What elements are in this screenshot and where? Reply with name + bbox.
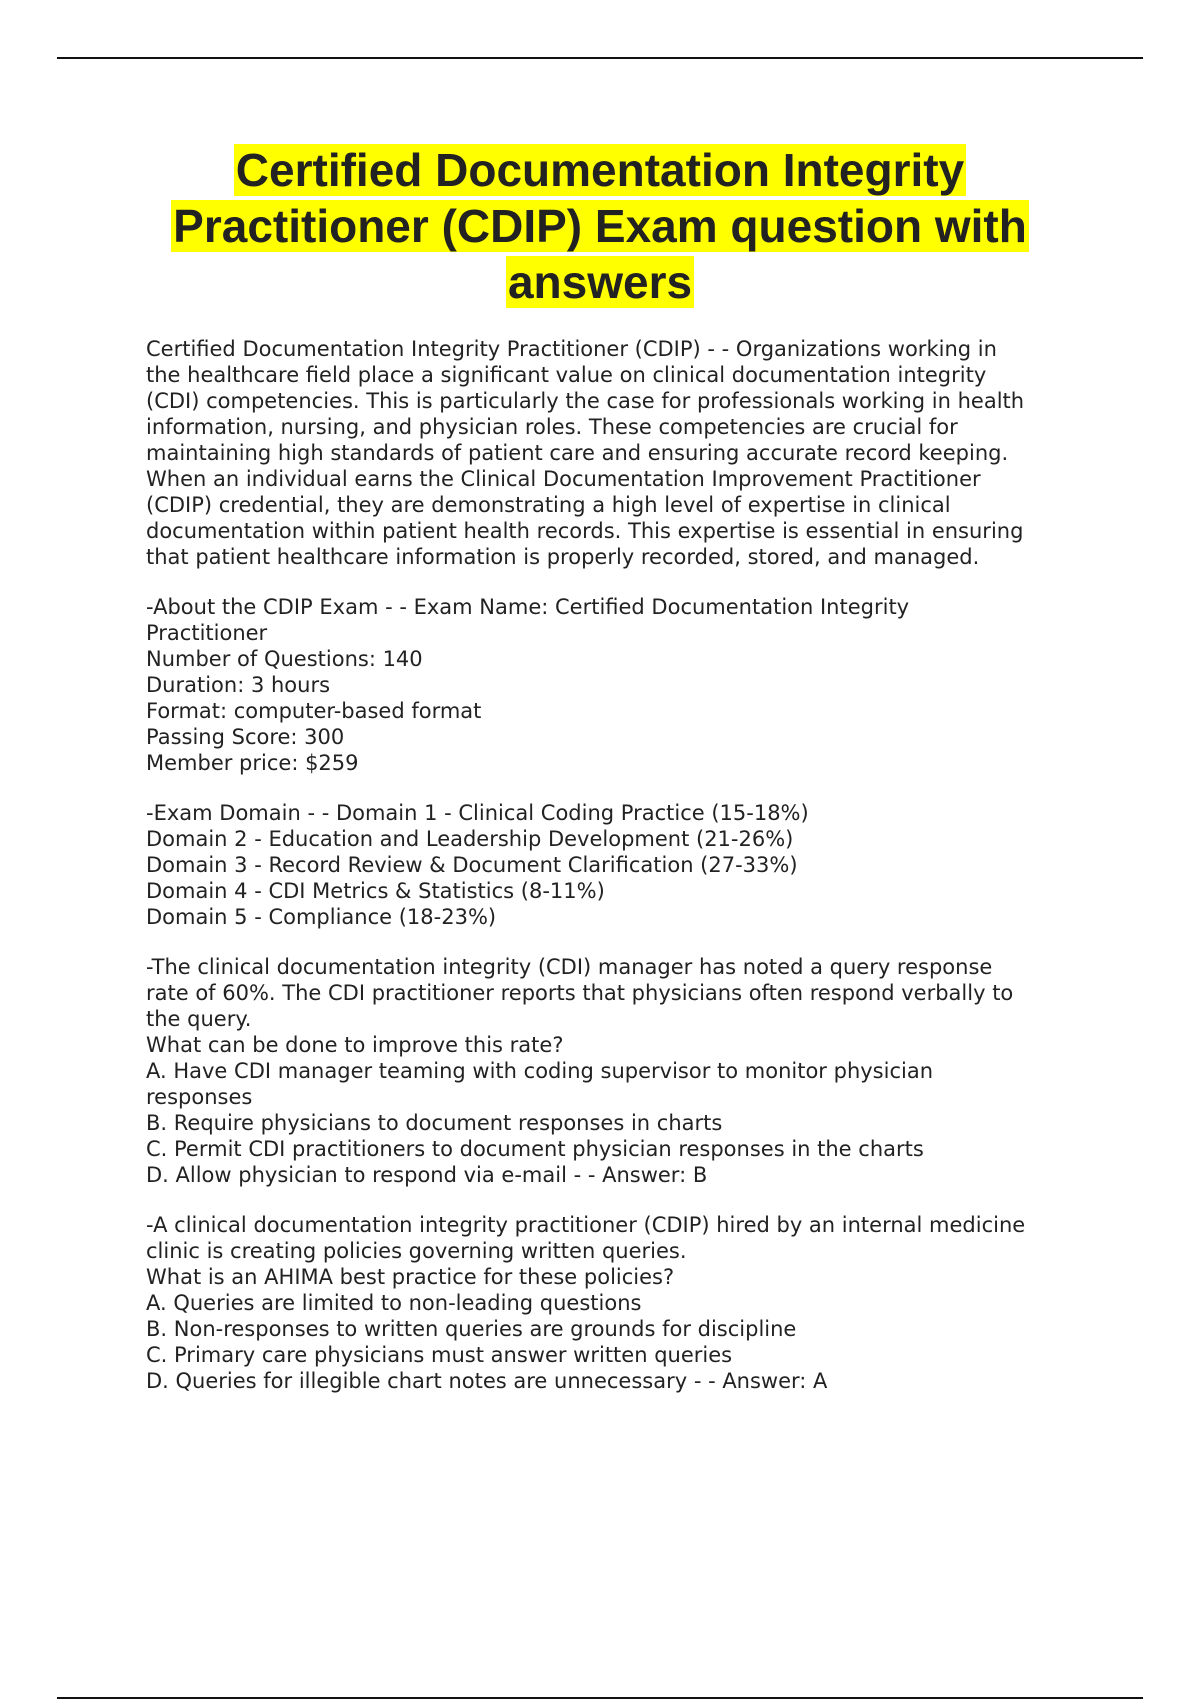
answer-option: B. Non-responses to written queries are grounds for discipline: [146, 1317, 797, 1341]
domain-line: Domain 3 - Record Review & Document Clarification (27-33%): [146, 853, 798, 877]
about-line: -About the CDIP Exam - - Exam Name: Certified Documentation Integrity: [146, 595, 910, 619]
question-line: -A clinical documentation integrity practitioner (CDIP) hired by an internal medicine: [146, 1213, 1026, 1237]
intro-line: (CDI) competencies. This is particularly the case for professionals working in health: [146, 389, 1025, 413]
about-line: Number of Questions: 140: [146, 647, 423, 671]
domain-line: Domain 2 - Education and Leadership Development (21-26%): [146, 827, 794, 851]
question-line: What is an AHIMA best practice for these policies?: [146, 1265, 675, 1289]
intro-paragraph: [146, 336, 1096, 570]
question-line: What can be done to improve this rate?: [146, 1033, 564, 1057]
intro-line: Certified Documentation Integrity Practitioner (CDIP) - - Organizations working in: [146, 337, 997, 361]
question-1: [146, 954, 1096, 1188]
intro-line: that patient healthcare information is properly recorded, stored, and managed.: [146, 545, 980, 569]
answer-option: responses: [146, 1085, 253, 1109]
intro-line: information, nursing, and physician roles. These competencies are crucial for: [146, 415, 958, 439]
answer-option: B. Require physicians to document responses in charts: [146, 1111, 723, 1135]
intro-line: (CDIP) credential, they are demonstrating a high level of expertise in clinical: [146, 493, 951, 517]
domain-line: Domain 4 - CDI Metrics & Statistics (8-11%): [146, 879, 605, 903]
domain-line: Domain 5 - Compliance (18-23%): [146, 905, 497, 929]
title-line: Practitioner (CDIP) Exam question with: [173, 200, 1027, 252]
answer-option: A. Queries are limited to non-leading questions: [146, 1291, 642, 1315]
intro-line: When an individual earns the Clinical Documentation Improvement Practitioner: [146, 467, 981, 491]
intro-line: the healthcare field place a significant value on clinical documentation integrity: [146, 363, 987, 387]
intro-line: maintaining high standards of patient care and ensuring accurate record keeping.: [146, 441, 1009, 465]
domain-line: -Exam Domain - - Domain 1 - Clinical Coding Practice (15-18%): [146, 801, 809, 825]
header-rule: [57, 57, 1143, 59]
about-line: Practitioner: [146, 621, 268, 645]
intro-line: documentation within patient health records. This expertise is essential in ensuring: [146, 519, 1024, 543]
document-body: [146, 336, 1096, 1418]
question-line: clinic is creating policies governing written queries.: [146, 1239, 687, 1263]
about-line: Member price: $259: [146, 751, 359, 775]
about-line: Format: computer-based format: [146, 699, 482, 723]
document-title: [120, 142, 1080, 310]
answer-option: D. Allow physician to respond via e-mail - - Answer: B: [146, 1163, 708, 1187]
footer-rule: [57, 1697, 1143, 1699]
answer-option: D. Queries for illegible chart notes are unnecessary - - Answer: A: [146, 1369, 828, 1393]
question-line: the query.: [146, 1007, 252, 1031]
about-line: Passing Score: 300: [146, 725, 345, 749]
title-line: answers: [507, 256, 693, 308]
answer-option: A. Have CDI manager teaming with coding supervisor to monitor physician: [146, 1059, 934, 1083]
title-line: Certified Documentation Integrity: [235, 144, 965, 196]
question-line: rate of 60%. The CDI practitioner reports that physicians often respond verbally to: [146, 981, 1014, 1005]
about-line: Duration: 3 hours: [146, 673, 331, 697]
question-2: [146, 1212, 1096, 1394]
exam-domain-section: [146, 800, 1096, 930]
question-line: -The clinical documentation integrity (CDI) manager has noted a query response: [146, 955, 993, 979]
about-exam-section: [146, 594, 1096, 776]
answer-option: C. Primary care physicians must answer written queries: [146, 1343, 733, 1367]
answer-option: C. Permit CDI practitioners to document physician responses in the charts: [146, 1137, 924, 1161]
